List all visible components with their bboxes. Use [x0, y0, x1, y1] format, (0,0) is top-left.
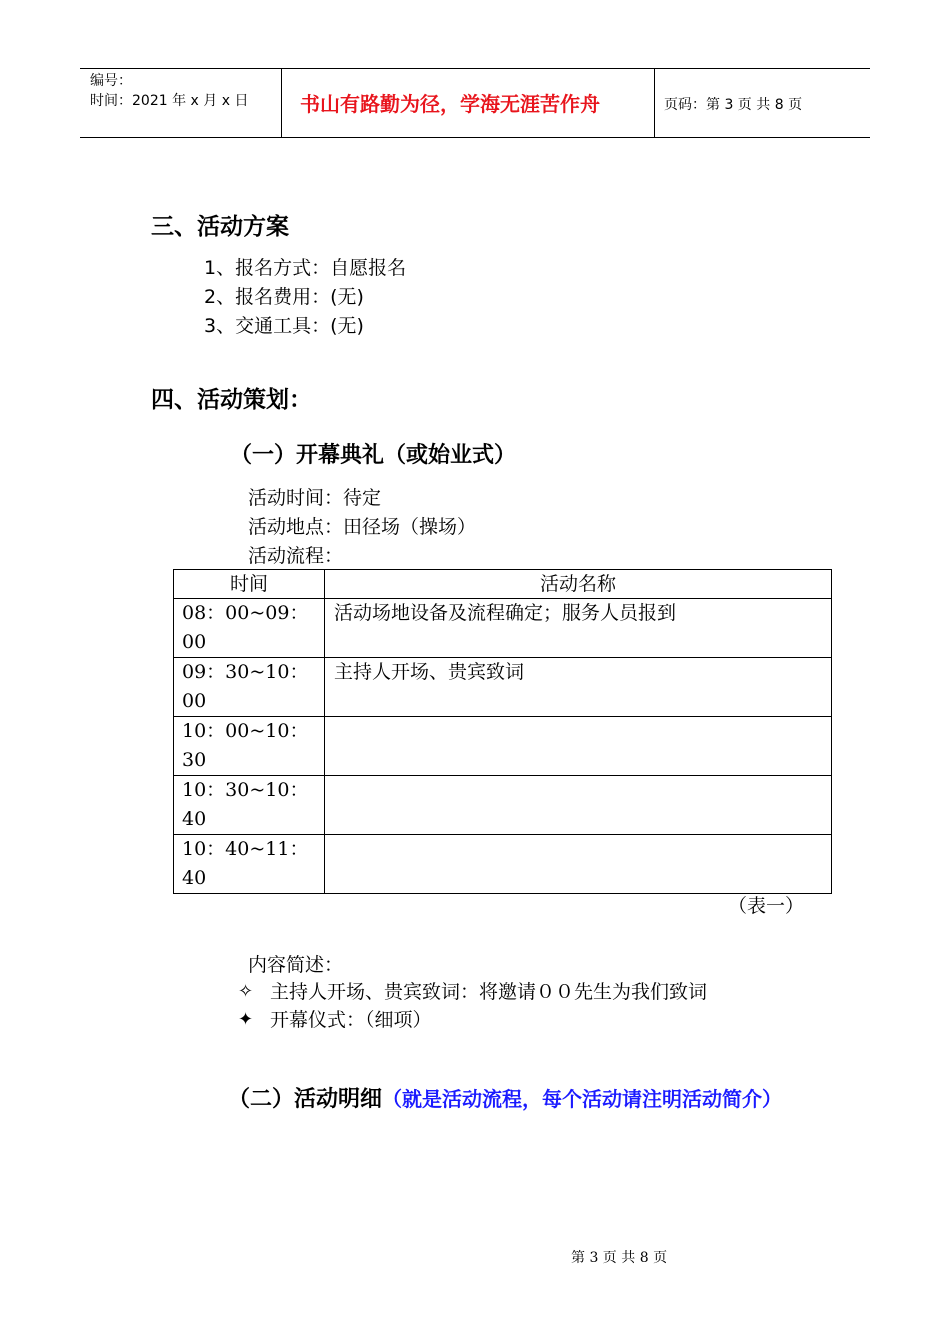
table-row	[174, 835, 832, 894]
header-page-info: 页码：第 3 页 共 8 页	[664, 97, 803, 113]
section3-item-3: 3、交通工具：(无)	[204, 315, 364, 337]
page-footer: 第 3 页 共 8 页	[571, 1250, 668, 1266]
header-divider	[654, 69, 655, 137]
summary-bullet-2: 开幕仪式：（细项）	[270, 1009, 432, 1031]
header-number: 编号：	[90, 73, 132, 89]
row-time: 09：30~10：00	[174, 658, 325, 717]
section3-item-1: 1、报名方式：自愿报名	[204, 257, 407, 279]
row-name	[325, 717, 832, 776]
schedule-table	[173, 569, 832, 894]
sparkle-filled-icon: ✦	[238, 1009, 254, 1030]
activity-place: 活动地点：田径场（操场）	[248, 516, 477, 538]
row-time: 10：40~11：40	[174, 835, 325, 894]
section3-item-2: 2、报名费用：(无)	[204, 286, 364, 308]
row-time: 10：30~10：40	[174, 776, 325, 835]
row-name	[325, 835, 832, 894]
header-time: 时间：2021 年 x 月 x 日	[90, 93, 249, 109]
table-row	[174, 717, 832, 776]
sub1-title: （一）开幕典礼（或始业式）	[230, 443, 517, 468]
column-header-time: 时间	[174, 570, 325, 599]
header-motto: 书山有路勤为径，学海无涯苦作舟	[300, 92, 600, 116]
section4-title: 四、活动策划：	[151, 387, 312, 413]
table-caption: （表一）	[728, 895, 805, 917]
table-row	[174, 776, 832, 835]
summary-bullet-1: 主持人开场、贵宾致词：将邀请００先生为我们致词	[270, 981, 708, 1003]
table-header-row	[174, 570, 832, 599]
header-divider	[281, 69, 282, 137]
sub2-title: （二）活动明细	[228, 1087, 383, 1112]
row-name	[325, 776, 832, 835]
page-header	[80, 68, 870, 138]
sub2-block	[228, 1078, 818, 1122]
column-header-name: 活动名称	[325, 570, 832, 599]
sub2-note: （就是活动流程，每个活动请注明活动简介）	[382, 1087, 783, 1111]
activity-time: 活动时间：待定	[248, 487, 382, 509]
row-time: 08：00~09：00	[174, 599, 325, 658]
row-name: 主持人开场、贵宾致词	[325, 658, 832, 717]
table-row	[174, 658, 832, 717]
row-time: 10：00~10：30	[174, 717, 325, 776]
row-name: 活动场地设备及流程确定；服务人员报到	[325, 599, 832, 658]
sparkle-outline-icon: ✧	[238, 981, 254, 1002]
activity-flow-label: 活动流程：	[248, 545, 344, 567]
section3-title: 三、活动方案	[151, 214, 289, 240]
table-row	[174, 599, 832, 658]
summary-label: 内容简述：	[248, 954, 344, 976]
